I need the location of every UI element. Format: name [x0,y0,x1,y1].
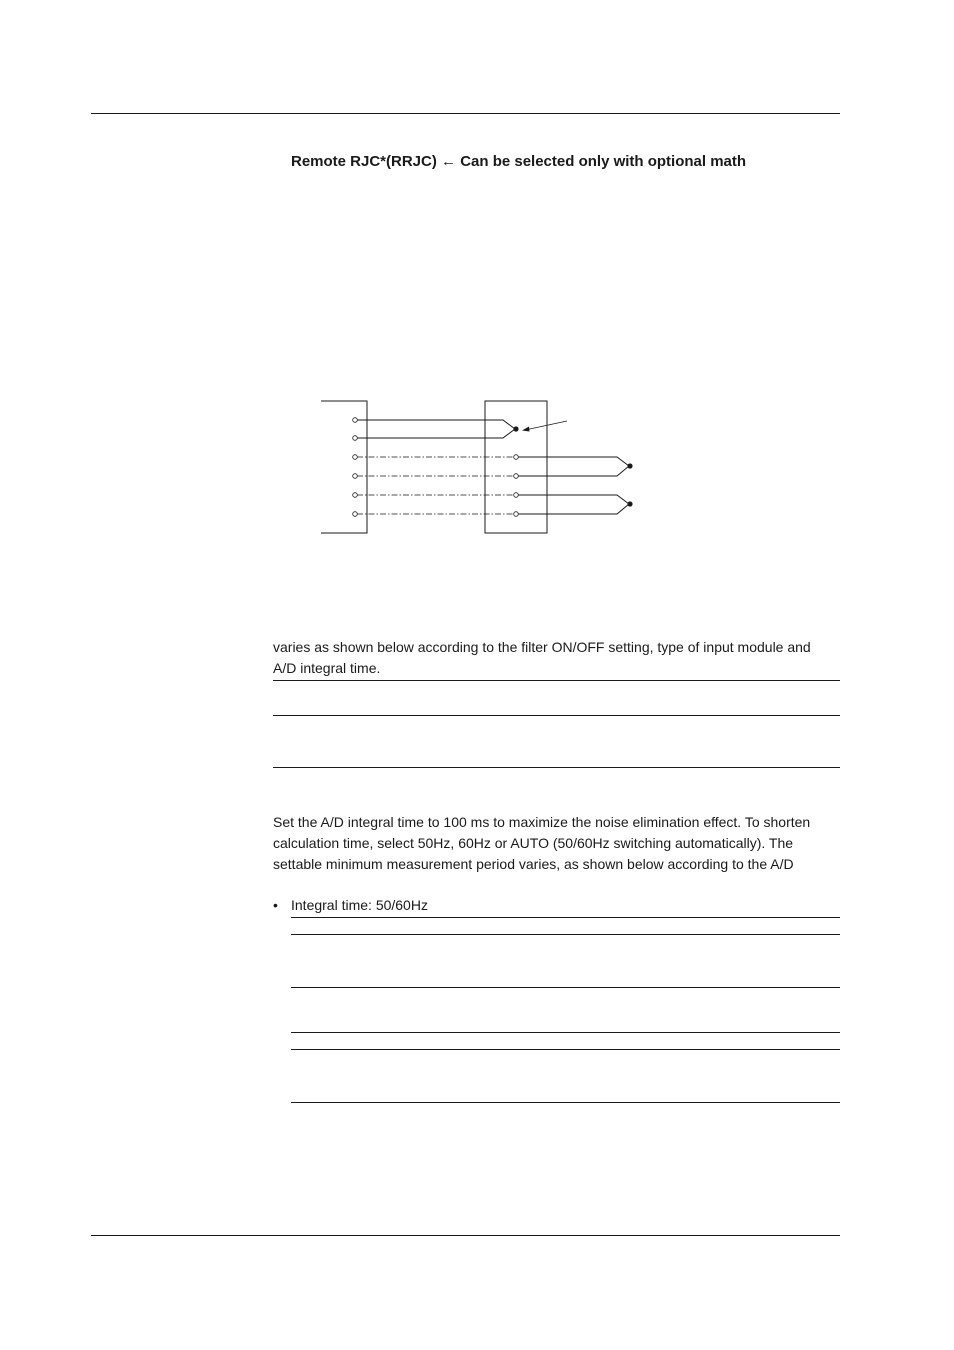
integral-paragraph-line-3: settable minimum measurement period varies, as shown below according to the A/D [273,856,794,872]
input-terminals [353,418,358,517]
header-rule [91,113,840,114]
measurement-wires [357,457,513,514]
table-3-bottom-rule [291,1102,840,1103]
filter-paragraph-line-1: varies as shown below according to the filter ON/OFF setting, type of input module and [273,639,811,655]
bullet-marker: • [273,897,278,913]
junction-pointer-line [525,421,567,430]
footer-rule [91,1235,840,1236]
table-1-top-rule [273,680,840,681]
table-2-top-rule [291,917,840,918]
filter-paragraph [273,637,841,679]
table-2-row-rule [291,987,840,988]
table-3-header-rule [291,1049,840,1050]
input-terminal-block [321,401,367,533]
integral-paragraph-line-2: calculation time, select 50Hz, 60Hz or AUTO (50/60Hz switching automatically). The [273,835,794,851]
table-2-header-rule [291,934,840,935]
thermocouple-junction-2 [627,501,632,506]
reference-terminals [514,455,519,517]
thermocouple-wires [518,457,629,514]
thermocouple-junction-1 [627,463,632,468]
integral-paragraph-line-1: Set the A/D integral time to 100 ms to maximize the noise elimination effect. To shorten [273,814,811,830]
table-2-bottom-rule [291,1032,840,1033]
table-1-header-rule [273,715,840,716]
integral-time-paragraph [273,812,841,875]
bullet-text: Integral time: 50/60Hz [291,897,428,913]
filter-paragraph-line-2: A/D integral time. [273,660,381,676]
table-1-bottom-rule [273,767,840,768]
junction-pointer-arrowhead [522,427,530,432]
reference-pair-wires [357,420,515,438]
reference-junction-point [513,426,518,431]
rrjc-wiring-diagram [315,395,655,540]
section-heading: Remote RJC*(RRJC) ← Can be selected only with optional math [291,153,747,170]
